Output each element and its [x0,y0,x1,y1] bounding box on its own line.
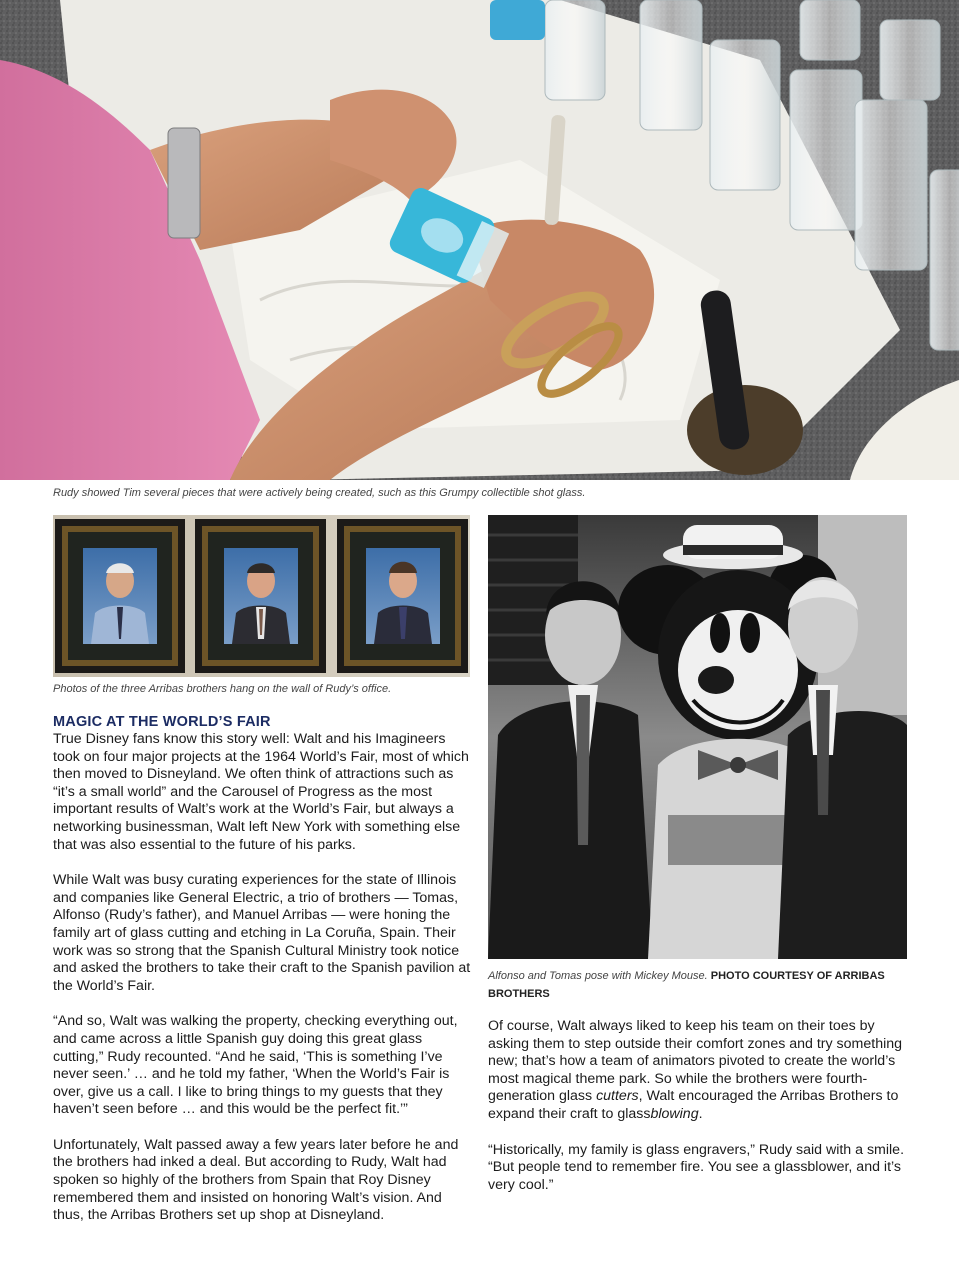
portraits-photo [53,515,470,677]
hero-photo [0,0,959,480]
paragraph-text: Of course, Walt always liked to keep his team on their toes by asking them to step outside their comfort zones and try something new; that’s how a team of animators pivoted to create the world’s most magical theme park. So while the brothers were fourth-generation glass [488,1018,903,1105]
article-left-column [53,714,473,1243]
article-right-column [488,1018,908,1212]
paragraph [488,1018,908,1124]
paragraph: “Historically, my family is glass engravers,” Rudy said with a smile. “But people tend to remember fire. You see a glassblower, and it’s very cool.” [488,1141,905,1193]
hero-caption: Rudy showed Tim several pieces that were actively being created, such as this Grumpy collectible shot glass. [53,487,586,499]
mickey-caption-text: Alfonso and Tomas pose with Mickey Mouse. [488,970,708,982]
emphasis-cutters: cutters [596,1088,639,1105]
emphasis-blowing: blowing [650,1105,699,1122]
photo-credit: PHOTO COURTESY OF ARRIBAS BROTHERS [488,970,885,1000]
mickey-caption [488,967,907,1003]
paragraph: True Disney fans know this story well: Walt and his Imagineers took on four major projects at the 1964 World’s Fair, most of which then moved to Disneyland. We often think of attractions such as “it’s a small world” and the Carousel of Progress as the most important results of Walt’s work at the World’s Fair, but always a networking businessman, Walt left New York with something else that was also essential to the future of his parks. [53,731,469,853]
section-heading: MAGIC AT THE WORLD’S FAIR [53,714,271,730]
paragraph-text: , Walt encouraged the Arribas Brothers to expand their craft to glass [488,1088,899,1122]
paragraph: While Walt was busy curating experiences for the state of Illinois and companies like General Electric, a trio of brothers — Tomas, Alfonso (Rudy’s father), and Manuel Arribas — were honing the family art of glass cutting and etching in La Coruña, Spain. Their work was so strong that the Spanish Cultural Ministry took notice and asked the brothers to take their craft to the Spanish pavilion at the World’s Fair. [53,872,471,994]
portraits-caption: Photos of the three Arribas brothers hang on the wall of Rudy’s office. [53,683,392,695]
mickey-photo [488,515,907,959]
paragraph: Unfortunately, Walt passed away a few years later before he and the brothers had inked a deal. But according to Rudy, Walt had spoken so highly of the brothers from Spain that Roy Disney remembered them and insisted on honoring Walt’s vision. And thus, the Arribas Brothers set up shop at Disneyland. [53,1136,459,1224]
paragraph: “And so, Walt was walking the property, checking everything out, and came across a little Spanish guy doing this great glass cutting,” Rudy recounted. “And he said, ‘This is something I’ve never seen.’ … and he told my father, ‘When the World’s Fair is over, give us a call. I like to bring things to my guests that they haven’t seen before … and this would be the perfect fit.’” [53,1013,458,1118]
paragraph-text: . [698,1105,703,1122]
